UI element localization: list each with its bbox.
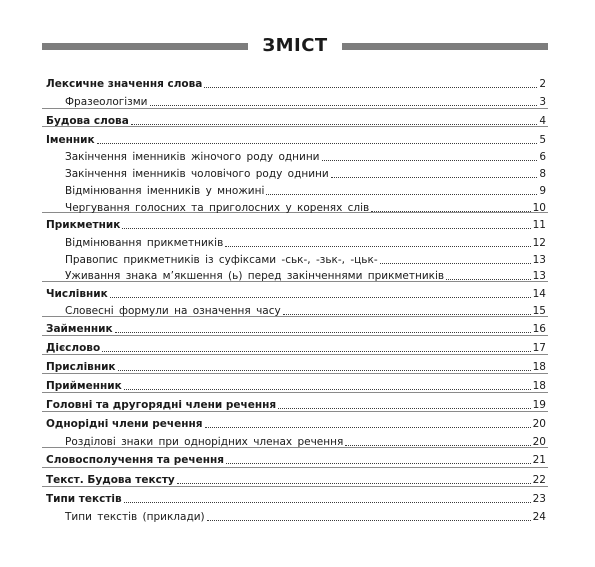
toc-entry-label: Прийменник xyxy=(46,380,122,392)
toc-page-number: 15 xyxy=(532,305,546,317)
toc-page-number: 3 xyxy=(539,96,546,108)
toc-section-entry[interactable] xyxy=(46,413,546,431)
toc-entry-label: Займенник xyxy=(46,323,113,335)
dot-leader xyxy=(207,519,531,521)
toc-entry-label: Чергування голосних та приголосних у коренях слів xyxy=(65,202,370,214)
toc-page-number: 13 xyxy=(532,254,546,266)
toc-page-number: 19 xyxy=(532,399,546,411)
toc-page-number: 18 xyxy=(532,380,546,392)
toc-page-number: 8 xyxy=(539,168,546,180)
dot-leader xyxy=(110,296,531,298)
toc-section-entry[interactable] xyxy=(46,375,546,393)
dot-leader xyxy=(150,104,538,106)
toc-page-number: 6 xyxy=(539,151,546,163)
toc-entry-label: Дієслово xyxy=(46,342,101,354)
dot-leader xyxy=(122,227,530,229)
dot-leader xyxy=(278,407,531,409)
dot-leader xyxy=(345,444,530,446)
toc-subsection-entry[interactable] xyxy=(65,265,546,283)
dot-leader xyxy=(226,462,531,464)
dot-leader xyxy=(177,482,531,484)
toc-entry-label: Типи текстів (приклади) xyxy=(65,511,205,523)
dot-leader xyxy=(131,123,538,125)
toc-page-number: 21 xyxy=(532,454,546,466)
toc-page-number: 20 xyxy=(532,418,546,430)
toc-entry-label: Уживання знака м’якшення (ь) перед закінченнями прикметників xyxy=(65,270,445,282)
toc-section-entry[interactable] xyxy=(46,214,546,232)
dot-leader xyxy=(102,350,530,352)
toc-entry-label: Будова слова xyxy=(46,115,129,127)
toc-section-entry[interactable] xyxy=(46,488,546,506)
toc-section-entry[interactable] xyxy=(46,356,546,374)
toc-entry-label: Фразеологізми xyxy=(65,96,148,108)
toc-section-entry[interactable] xyxy=(46,73,546,91)
toc-page-number: 18 xyxy=(532,361,546,373)
toc-entry-label: Відмінювання прикметників xyxy=(65,237,224,249)
toc-entry-label: Відмінювання іменників у множині xyxy=(65,185,265,197)
dot-leader xyxy=(446,278,531,280)
toc-page-number: 5 xyxy=(539,134,546,146)
toc-page-number: 16 xyxy=(532,323,546,335)
toc-page-number: 2 xyxy=(539,78,546,90)
dot-leader xyxy=(283,313,531,315)
toc-subsection-entry[interactable] xyxy=(65,506,546,524)
toc-section-entry[interactable] xyxy=(46,337,546,355)
toc-subsection-entry[interactable] xyxy=(65,197,546,215)
toc-subsection-entry[interactable] xyxy=(65,146,546,164)
dot-leader xyxy=(225,245,530,247)
toc-section-entry[interactable] xyxy=(46,318,546,336)
toc-entry-label: Числівник xyxy=(46,288,108,300)
dot-leader xyxy=(331,176,538,178)
header-bar-left xyxy=(42,43,248,50)
toc-section-entry[interactable] xyxy=(46,283,546,301)
toc-page-number: 20 xyxy=(532,436,546,448)
dot-leader xyxy=(124,388,531,390)
toc-subsection-entry[interactable] xyxy=(65,91,546,109)
toc-entry-label: Прислівник xyxy=(46,361,116,373)
toc-entry-label: Правопис прикметників із суфіксами -ськ-, -зьк-, -цьк- xyxy=(65,254,378,266)
dot-leader xyxy=(205,426,531,428)
toc-page-number: 14 xyxy=(532,288,546,300)
toc-page-number: 13 xyxy=(532,270,546,282)
toc-page-number: 23 xyxy=(532,493,546,505)
dot-leader xyxy=(115,331,531,333)
toc-page-number: 22 xyxy=(532,474,546,486)
toc-page-number: 17 xyxy=(532,342,546,354)
toc-page-number: 9 xyxy=(539,185,546,197)
toc-entry-label: Головні та другорядні члени речення xyxy=(46,399,277,411)
toc-entry-label: Закінчення іменників чоловічого роду однини xyxy=(65,168,329,180)
dot-leader xyxy=(124,501,531,503)
page-title: ЗМІСТ xyxy=(262,35,328,56)
toc-entry-label: Закінчення іменників жіночого роду однини xyxy=(65,151,320,163)
dot-leader xyxy=(204,86,537,88)
toc-section-entry[interactable] xyxy=(46,469,546,487)
dot-leader xyxy=(97,142,538,144)
toc-entry-label: Типи текстів xyxy=(46,493,122,505)
toc-section-entry[interactable] xyxy=(46,394,546,412)
toc-page-number: 24 xyxy=(532,511,546,523)
toc-entry-label: Лексичне значення слова xyxy=(46,78,203,90)
dot-leader xyxy=(322,159,538,161)
toc-header xyxy=(42,34,548,58)
section-divider xyxy=(42,467,548,468)
toc-page-number: 4 xyxy=(539,115,546,127)
dot-leader xyxy=(118,369,531,371)
toc-section-entry[interactable] xyxy=(46,129,546,147)
toc-entry-label: Словосполучення та речення xyxy=(46,454,224,466)
dot-leader xyxy=(371,210,530,212)
toc-entry-label: Словесні формули на означення часу xyxy=(65,305,281,317)
toc-entry-label: Однорідні члени речення xyxy=(46,418,203,430)
toc-subsection-entry[interactable] xyxy=(65,163,546,181)
toc-page-number: 10 xyxy=(532,202,546,214)
toc-entry-label: Розділові знаки при однорідних членах речення xyxy=(65,436,344,448)
toc-subsection-entry[interactable] xyxy=(65,180,546,198)
toc-entry-label: Іменник xyxy=(46,134,95,146)
toc-subsection-entry[interactable] xyxy=(65,300,546,318)
toc-subsection-entry[interactable] xyxy=(65,232,546,250)
header-bar-right xyxy=(342,43,548,50)
toc-page-number: 12 xyxy=(532,237,546,249)
toc-entry-label: Текст. Будова тексту xyxy=(46,474,175,486)
dot-leader xyxy=(266,193,537,195)
dot-leader xyxy=(380,262,531,264)
toc-page-number: 11 xyxy=(532,219,546,231)
toc-section-entry[interactable] xyxy=(46,110,546,128)
toc-entry-label: Прикметник xyxy=(46,219,121,231)
toc-section-entry[interactable] xyxy=(46,449,546,467)
toc-subsection-entry[interactable] xyxy=(65,431,546,449)
